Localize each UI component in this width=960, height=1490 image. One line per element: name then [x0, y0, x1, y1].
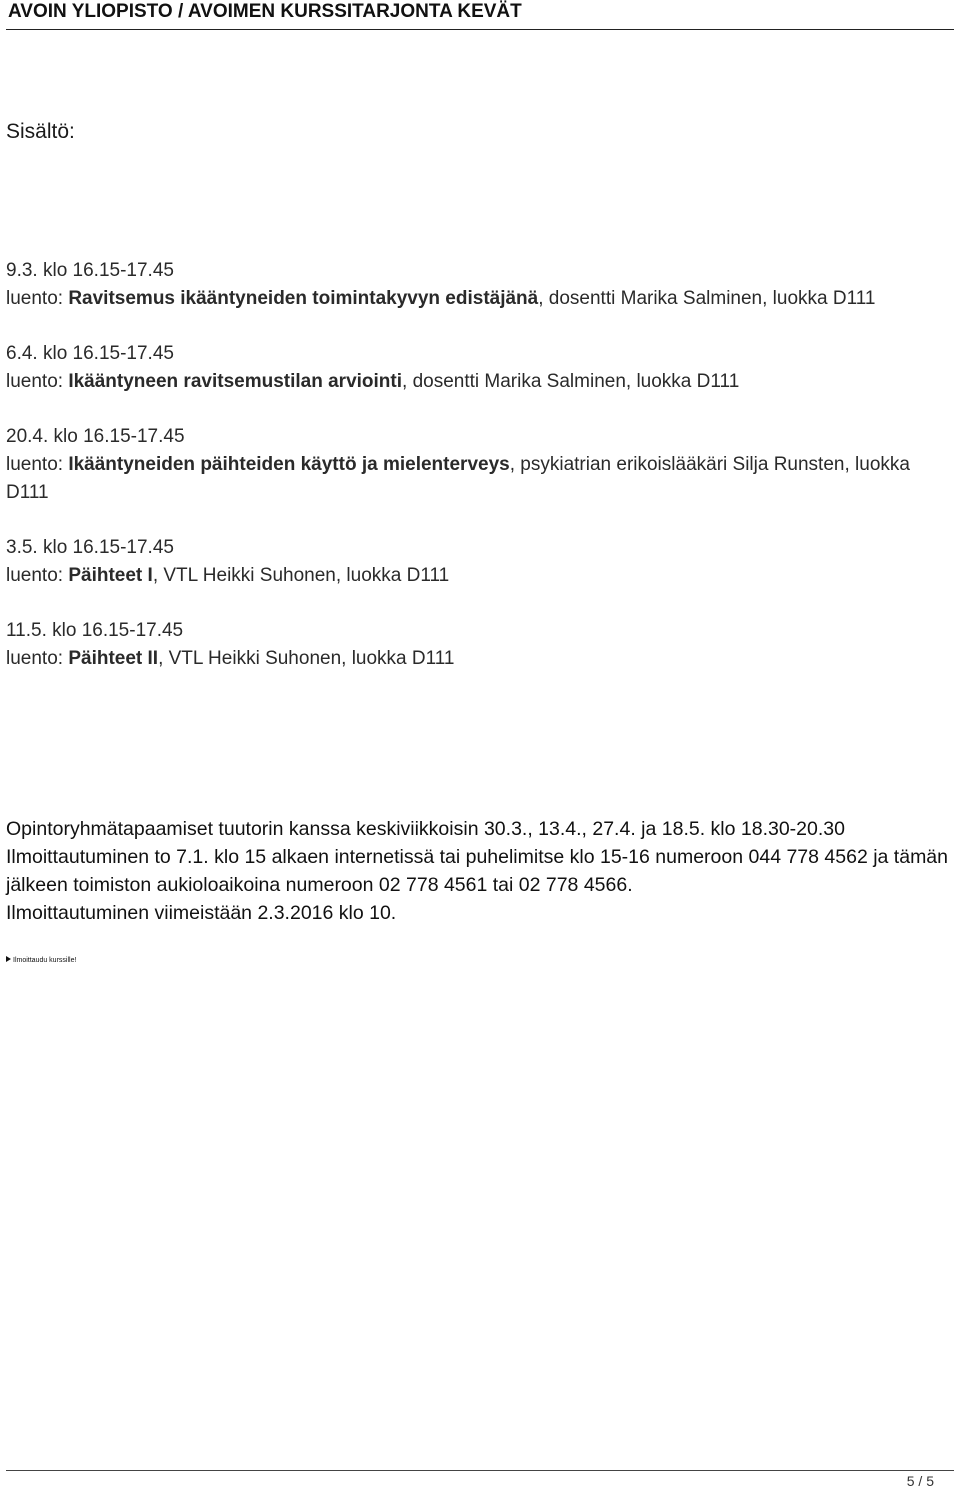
lecture-date: 9.3. klo 16.15-17.45	[6, 260, 174, 281]
signup-link[interactable]	[6, 955, 76, 967]
lecture-topic: Päihteet I	[68, 565, 153, 586]
lecture-date: 20.4. klo 16.15-17.45	[6, 426, 185, 447]
lecture-details: , dosentti Marika Salminen, luokka D111	[538, 288, 876, 309]
lecture-item	[6, 257, 946, 313]
lecture-topic: Ikääntyneen ravitsemustilan arviointi	[68, 371, 403, 392]
lecture-prefix: luento:	[6, 371, 69, 392]
lecture-prefix: luento:	[6, 648, 69, 669]
registration-info: Ilmoittautuminen to 7.1. klo 15 alkaen internetissä tai puhelimitse klo 15-16 numeroon 044 778 4562 ja tämän jälkeen toimiston aukioloaikoina numeroon 02 778 4561 tai 02 778 4566.	[6, 846, 948, 896]
lecture-date: 11.5. klo 16.15-17.45	[6, 620, 184, 641]
lecture-details: , psykiatrian erikoislääkäri Silja Runsten, luokka D111	[6, 454, 910, 503]
lecture-item	[6, 617, 946, 673]
header-divider	[6, 29, 954, 30]
lecture-details: , VTL Heikki Suhonen, luokka D111	[158, 648, 455, 669]
arrow-right-icon	[6, 955, 11, 967]
signup-link-label[interactable]: Ilmoittaudu kurssille!	[13, 957, 77, 964]
lecture-date: 6.4. klo 16.15-17.45	[6, 343, 174, 364]
course-notes	[6, 815, 951, 927]
page-header	[0, 0, 960, 30]
lecture-topic: Ikääntyneiden päihteiden käyttö ja mielenterveys	[68, 454, 510, 475]
lecture-item	[6, 423, 946, 507]
lecture-prefix: luento:	[6, 288, 69, 309]
lecture-item	[6, 340, 946, 396]
study-group-info: Opintoryhmätapaamiset tuutorin kanssa keskiviikkoisin 30.3., 13.4., 27.4. ja 18.5. klo 18.30-20.30	[6, 818, 845, 840]
lecture-item	[6, 534, 946, 590]
lecture-list	[6, 257, 946, 700]
registration-deadline: Ilmoittautuminen viimeistään 2.3.2016 klo 10.	[6, 902, 397, 924]
lecture-details: , VTL Heikki Suhonen, luokka D111	[152, 565, 450, 586]
lecture-prefix: luento:	[6, 454, 69, 475]
section-heading: Sisältö:	[6, 120, 75, 143]
lecture-details: , dosentti Marika Salminen, luokka D111	[402, 371, 740, 392]
lecture-prefix: luento:	[6, 565, 69, 586]
lecture-topic: Ravitsemus ikääntyneiden toimintakyvyn edistäjänä	[68, 288, 539, 309]
header-title: AVOIN YLIOPISTO / AVOIMEN KURSSITARJONTA KEVÄT	[8, 1, 522, 22]
lecture-date: 3.5. klo 16.15-17.45	[6, 537, 174, 558]
lecture-topic: Päihteet II	[68, 648, 159, 669]
footer-divider	[6, 1470, 954, 1471]
page-number: 5 / 5	[906, 1473, 934, 1489]
